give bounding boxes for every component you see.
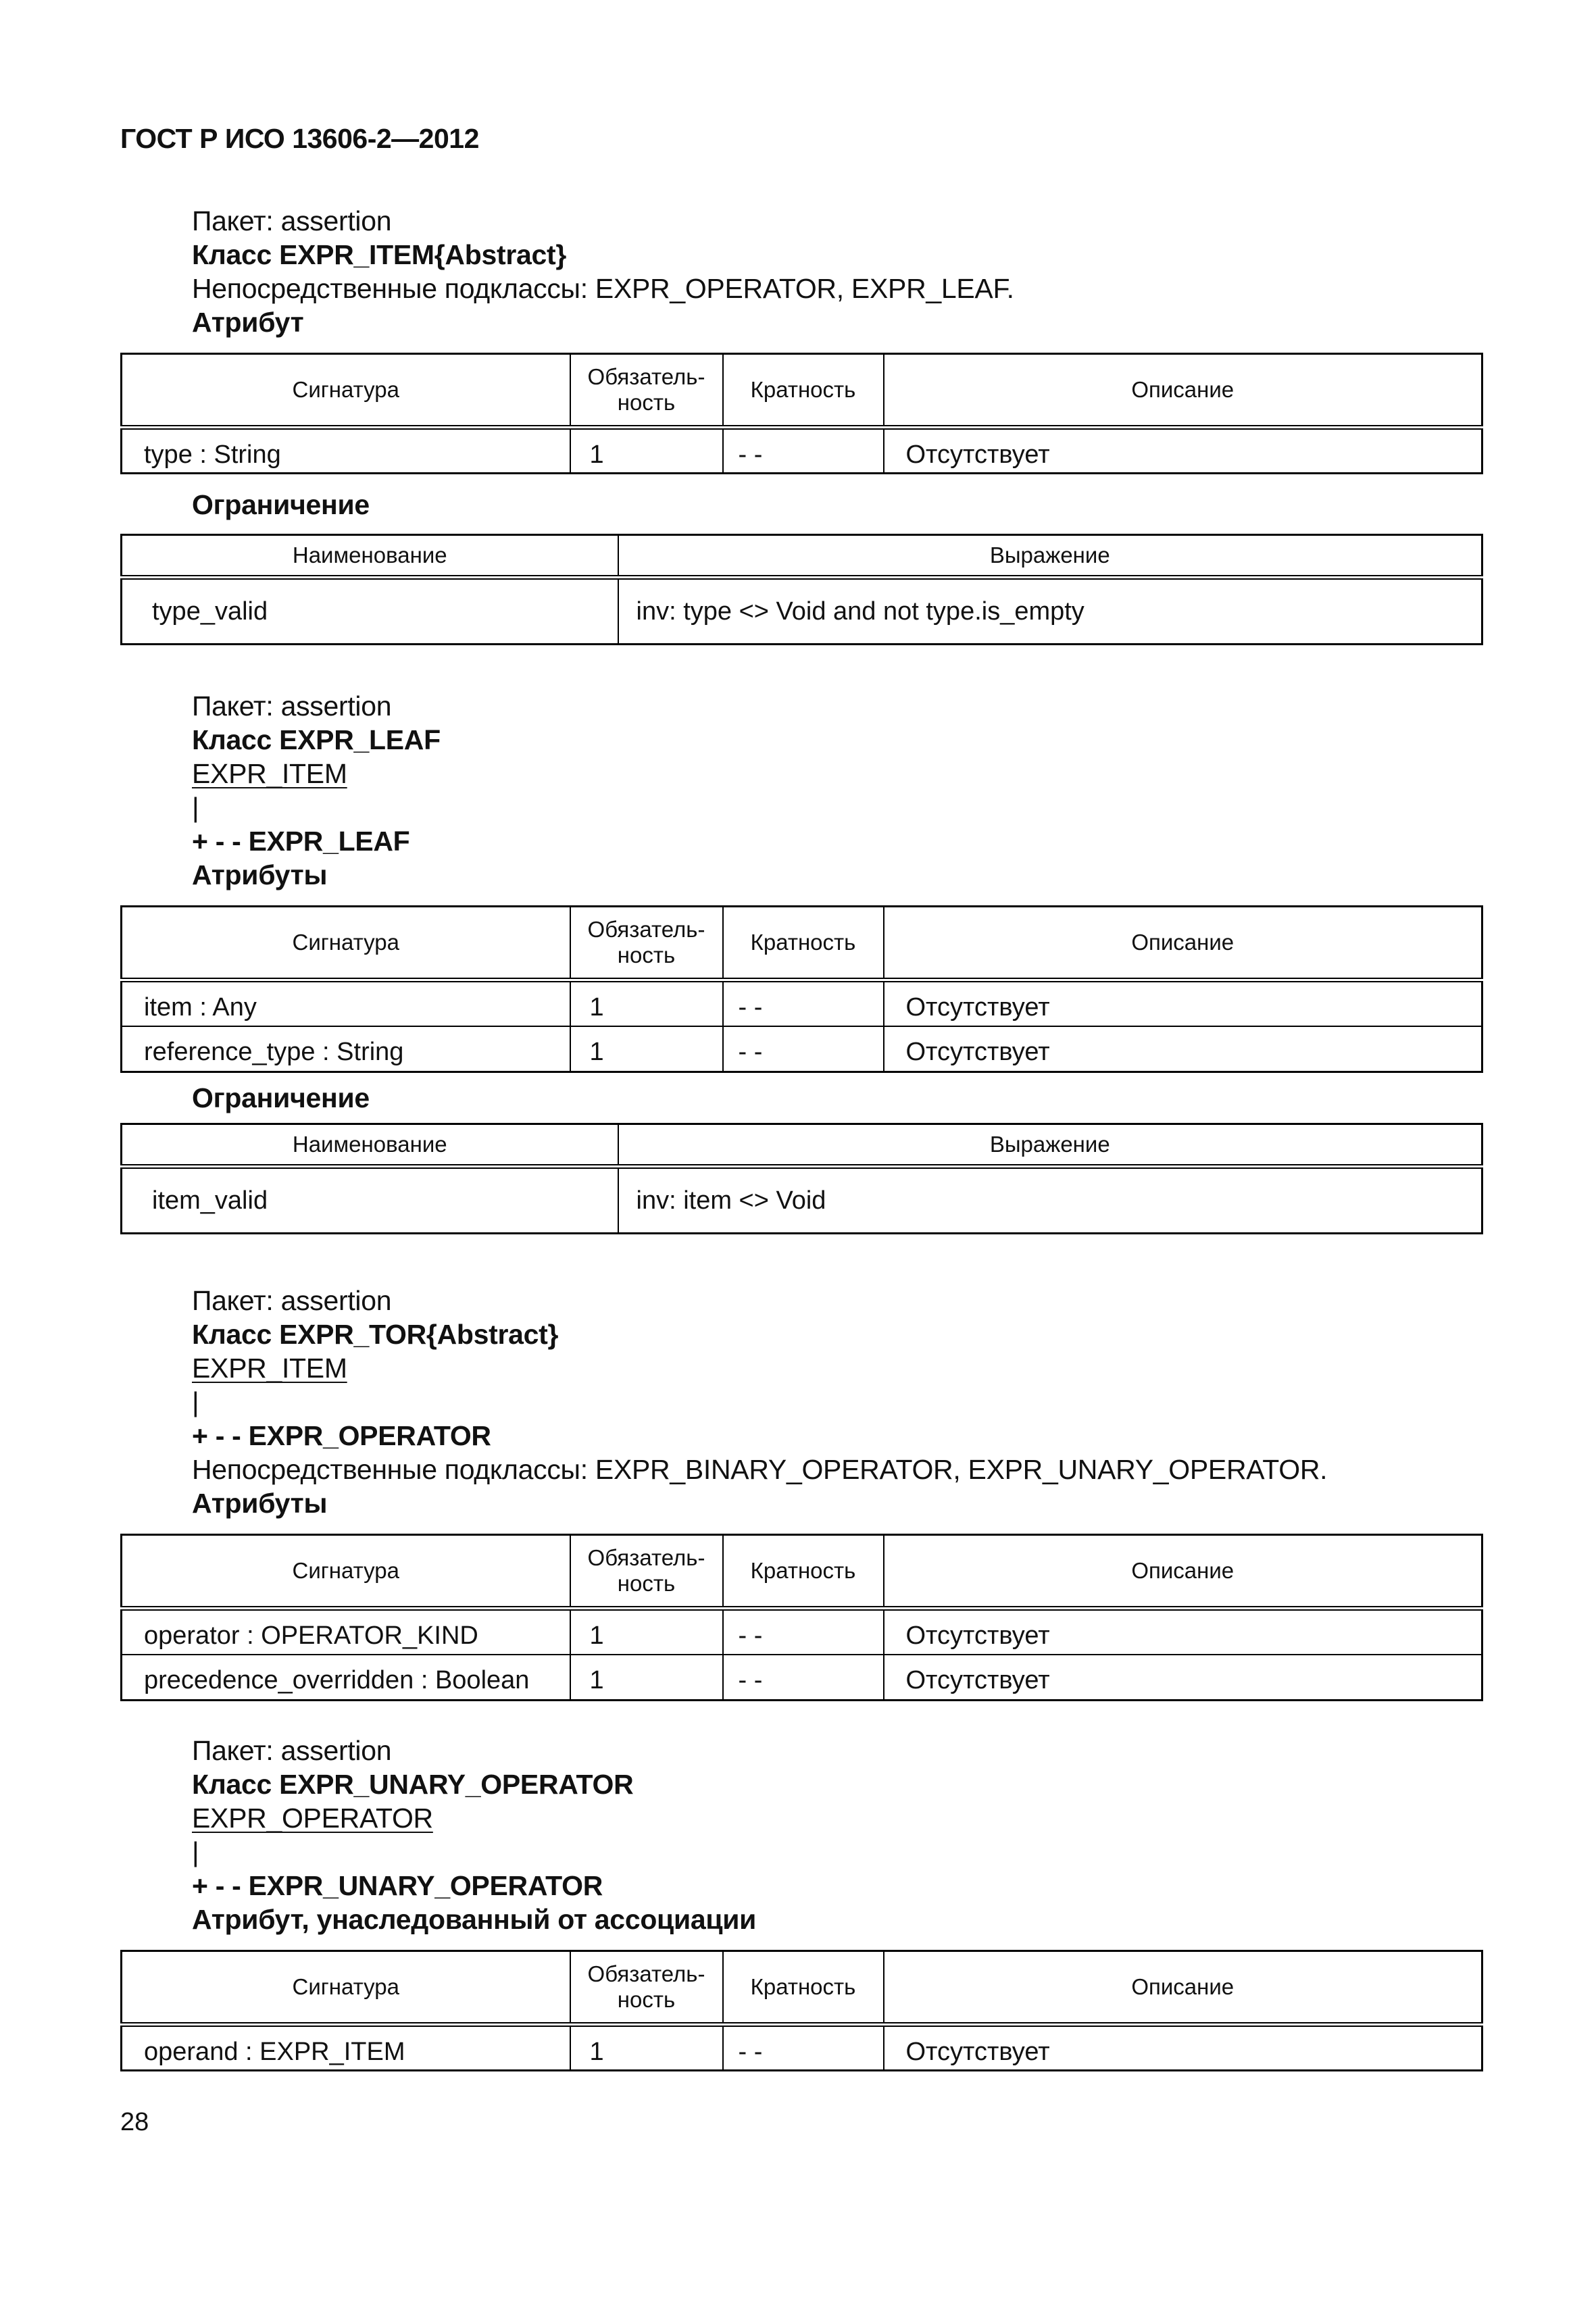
col-signature: Сигнатура [122,1951,570,2025]
inheritance-pipe: | [192,792,199,823]
col-multiplicity: Кратность [723,1951,884,2025]
cell-name: item_valid [122,1167,618,1234]
table-header-row [122,907,1482,980]
col-signature: Сигнатура [122,354,570,428]
cell-mandatory: 1 [570,2025,723,2071]
page-number: 28 [120,2108,149,2136]
table-header-row [122,1535,1482,1609]
document-header: ГОСТ Р ИСО 13606-2—2012 [120,123,479,154]
attributes-heading: Атрибуты [192,1488,328,1519]
parent-class: EXPR_OPERATOR [192,1803,433,1834]
cell-expression: inv: type <> Void and not type.is_empty [618,578,1482,645]
table-header-row [122,535,1482,578]
child-class: + - - EXPR_UNARY_OPERATOR [192,1870,603,1901]
parent-class: EXPR_ITEM [192,1353,347,1384]
col-description: Описание [884,354,1482,428]
cell-multiplicity: - - [723,428,884,474]
col-name: Наименование [122,535,618,578]
section-expr-operator [120,1284,1481,1701]
cell-mandatory: 1 [570,428,723,474]
package-line: Пакет: assertion [192,690,392,722]
table-row [122,1167,1482,1234]
cell-signature: type : String [122,428,570,474]
col-mandatory: Обязатель- ность [570,1951,723,2025]
section-expr-unary-operator [120,1734,1481,2071]
col-mandatory: Обязатель- ность [570,1535,723,1609]
col-expression: Выражение [618,1124,1482,1167]
package-line: Пакет: assertion [192,1735,392,1766]
inheritance-pipe: | [192,1836,199,1867]
cell-mandatory: 1 [570,1655,723,1701]
cell-description: Отсутствует [884,980,1482,1026]
attributes-table [120,905,1483,1073]
cell-signature: operator : OPERATOR_KIND [122,1609,570,1655]
cell-signature: reference_type : String [122,1026,570,1072]
constraints-table [120,1123,1483,1234]
cell-name: type_valid [122,578,618,645]
col-description: Описание [884,1951,1482,2025]
cell-signature: precedence_overridden : Boolean [122,1655,570,1701]
col-signature: Сигнатура [122,907,570,980]
class-title: Класс EXPR_UNARY_OPERATOR [192,1769,634,1800]
constraint-heading: Ограничение [192,1082,370,1113]
attributes-heading: Атрибуты [192,859,328,890]
col-multiplicity: Кратность [723,1535,884,1609]
package-line: Пакет: assertion [192,205,392,236]
table-header-row [122,1951,1482,2025]
col-mandatory: Обязатель- ность [570,354,723,428]
class-title: Класс EXPR_TOR{Abstract} [192,1319,559,1350]
subclasses-line: Непосредственные подклассы: EXPR_OPERATOR, EXPR_LEAF. [192,273,1014,304]
cell-mandatory: 1 [570,980,723,1026]
col-expression: Выражение [618,535,1482,578]
col-name: Наименование [122,1124,618,1167]
cell-expression: inv: item <> Void [618,1167,1482,1234]
attributes-heading: Атрибут, унаследованный от ассоциации [192,1904,757,1935]
subclasses-line: Непосредственные подклассы: EXPR_BINARY_OPERATOR, EXPR_UNARY_OPERATOR. [192,1454,1328,1485]
table-row [122,1609,1482,1655]
col-description: Описание [884,907,1482,980]
attributes-table [120,353,1483,474]
cell-multiplicity: - - [723,1609,884,1655]
table-row [122,1655,1482,1701]
col-multiplicity: Кратность [723,354,884,428]
table-row [122,428,1482,474]
section-expr-item [120,204,1481,645]
cell-mandatory: 1 [570,1026,723,1072]
cell-description: Отсутствует [884,428,1482,474]
attributes-heading: Атрибут [192,307,304,338]
table-row [122,578,1482,645]
inheritance-pipe: | [192,1386,199,1417]
table-row [122,2025,1482,2071]
cell-multiplicity: - - [723,1655,884,1701]
section-expr-leaf [120,689,1481,1234]
col-multiplicity: Кратность [723,907,884,980]
cell-signature: operand : EXPR_ITEM [122,2025,570,2071]
table-header-row [122,354,1482,428]
table-header-row [122,1124,1482,1167]
parent-class: EXPR_ITEM [192,758,347,789]
col-signature: Сигнатура [122,1535,570,1609]
constraint-heading: Ограничение [192,489,370,520]
cell-multiplicity: - - [723,1026,884,1072]
table-row [122,980,1482,1026]
child-class: + - - EXPR_OPERATOR [192,1420,491,1451]
cell-mandatory: 1 [570,1609,723,1655]
cell-multiplicity: - - [723,2025,884,2071]
cell-description: Отсутствует [884,1026,1482,1072]
class-title: Класс EXPR_LEAF [192,724,441,755]
col-description: Описание [884,1535,1482,1609]
table-row [122,1026,1482,1072]
attributes-table [120,1950,1483,2071]
cell-signature: item : Any [122,980,570,1026]
package-line: Пакет: assertion [192,1285,392,1316]
child-class: + - - EXPR_LEAF [192,826,410,857]
cell-description: Отсутствует [884,2025,1482,2071]
col-mandatory: Обязатель- ность [570,907,723,980]
cell-description: Отсутствует [884,1655,1482,1701]
class-title: Класс EXPR_ITEM{Abstract} [192,239,566,270]
cell-description: Отсутствует [884,1609,1482,1655]
constraints-table [120,534,1483,645]
cell-multiplicity: - - [723,980,884,1026]
attributes-table [120,1534,1483,1701]
